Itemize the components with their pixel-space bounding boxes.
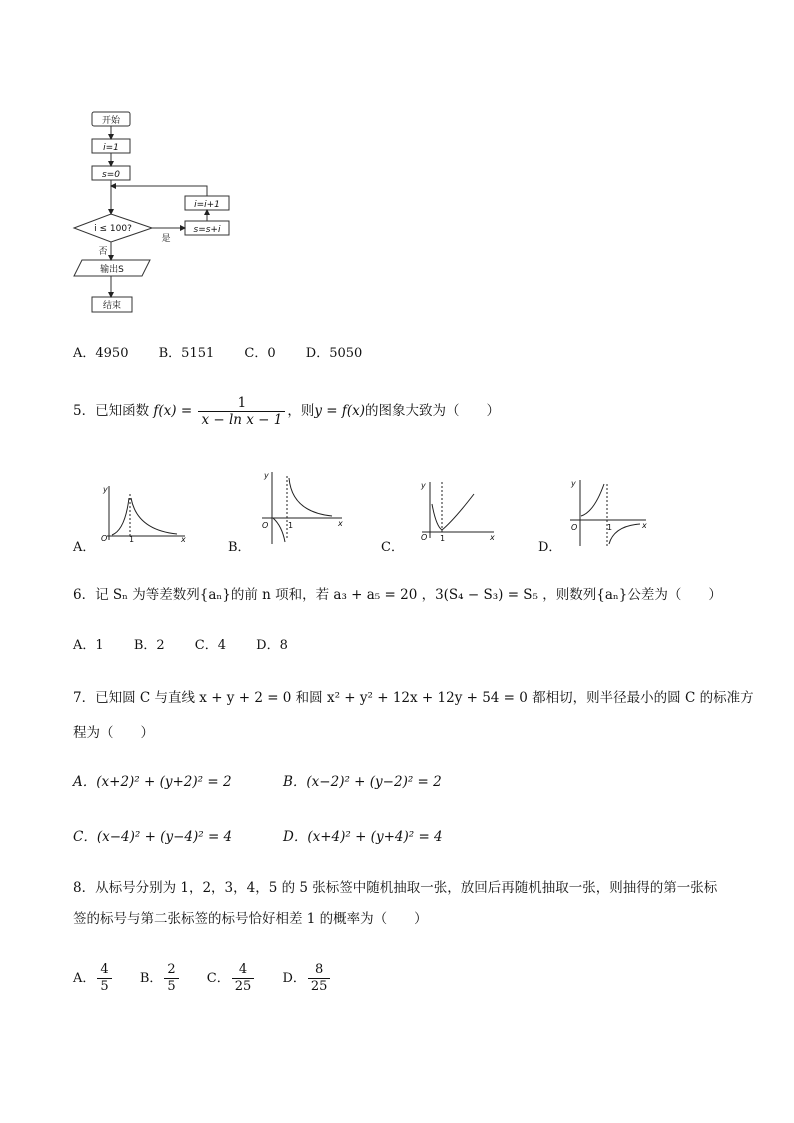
q6-option-a: A．1	[73, 638, 104, 653]
q5-text-pre: 已知函数	[95, 403, 150, 419]
q6-option-b: B．2	[133, 638, 165, 653]
q8-options	[73, 962, 332, 995]
flow-no-label: 否	[98, 247, 108, 257]
svg-text:x: x	[181, 535, 186, 542]
q5-graph-b	[252, 466, 347, 546]
flowchart	[70, 108, 270, 316]
svg-text:y: y	[103, 485, 108, 494]
svg-text:1: 1	[288, 521, 294, 530]
flow-start-label: 开始	[101, 116, 121, 126]
svg-text:1: 1	[129, 535, 135, 542]
q7-stem-line1: 7．已知圆 C 与直线 x + y + 2 = 0 和圆 x² + y² + 12x + 12y + 54 = 0 都相切，则半径最小的圆 C 的标准方	[73, 690, 754, 706]
q4-option-d: D．5050	[305, 346, 363, 361]
q7-option-d: D．(x+4)² + (y+4)² = 4	[283, 829, 443, 845]
q5-option-d: D．	[538, 540, 562, 555]
q8-option-c: C． $\frac{4}{25}$	[207, 971, 261, 986]
flow-acc-s-label: s=s+i	[193, 225, 221, 235]
flow-init-s-label: s=0	[102, 170, 120, 180]
q7-option-a: A．(x+2)² + (y+2)² = 2	[73, 774, 232, 790]
svg-text:O: O	[262, 521, 269, 530]
q5-number: 5．	[73, 403, 96, 419]
q5-func-expr: y = f(x)	[314, 403, 366, 419]
q5-stem	[73, 395, 500, 428]
q8-stem-line2: 签的标号与第二张标签的标号恰好相差 1 的概率为（ ）	[73, 911, 428, 927]
q4-options	[73, 344, 362, 364]
q5-graph-d	[560, 474, 650, 550]
svg-text:x: x	[338, 519, 343, 528]
flow-inc-i-label: i=i+1	[194, 200, 220, 210]
q5-graph-c	[408, 476, 498, 542]
q8-option-b: B． $\frac{2}{5}$	[140, 971, 185, 986]
flow-init-i-label: i=1	[103, 143, 119, 153]
q5-option-b: B．	[228, 540, 251, 555]
q8-stem-line1: 8．从标号分别为 1，2，3，4，5 的 5 张标签中随机抽取一张，放回后再随机抽取一张，则抽得的第一张标	[73, 880, 718, 896]
q4-option-b: B．5151	[158, 346, 215, 361]
svg-text:1: 1	[440, 534, 446, 542]
q5-option-a: A．	[73, 540, 96, 555]
flow-output-label: 输出S	[100, 265, 124, 275]
svg-text:x: x	[642, 521, 647, 530]
q4-option-a: A．4950	[73, 346, 129, 361]
svg-text:y: y	[264, 471, 269, 480]
q5-frac-den: x − ln x − 1	[201, 412, 283, 428]
q8-option-a: A． $\frac{4}{5}$	[73, 971, 118, 986]
q7-option-c: C．(x−4)² + (y−4)² = 4	[73, 829, 233, 845]
q5-fraction	[198, 395, 285, 428]
q5-frac-num: 1	[198, 395, 285, 412]
q4-option-c: C．0	[244, 346, 276, 361]
q6-options	[73, 636, 288, 656]
flow-yes-label: 是	[161, 234, 171, 244]
svg-text:O: O	[421, 533, 428, 542]
q5-text-post: 的图象大致为（ ）	[365, 403, 501, 419]
svg-text:O: O	[101, 534, 108, 542]
q7-option-b: B．(x−2)² + (y−2)² = 2	[283, 774, 442, 790]
q5-option-c: C．	[381, 540, 404, 555]
flow-decision-label: i ≤ 100?	[94, 224, 132, 234]
svg-text:y: y	[571, 479, 576, 488]
svg-text:O: O	[571, 523, 578, 532]
q7-stem-line2: 程为（ ）	[73, 725, 154, 741]
q5-text-mid: ，则	[287, 403, 315, 419]
svg-text:x: x	[490, 533, 495, 542]
q5-graph-a	[95, 480, 190, 542]
q5-func-lhs: f(x) =	[153, 403, 193, 419]
flow-end-label: 结束	[102, 301, 122, 311]
q6-option-c: C．4	[194, 638, 226, 653]
q8-option-d: D． $\frac{8}{25}$	[282, 971, 332, 986]
q6-stem: 6．记 Sₙ 为等差数列{aₙ}的前 n 项和，若 a₃ + a₅ = 20 ，3(S₄ − S₃) = S₅ ，则数列{aₙ}公差为（ ）	[73, 587, 722, 603]
q6-option-d: D．8	[256, 638, 288, 653]
svg-text:y: y	[421, 481, 426, 490]
svg-text:1: 1	[607, 523, 613, 532]
